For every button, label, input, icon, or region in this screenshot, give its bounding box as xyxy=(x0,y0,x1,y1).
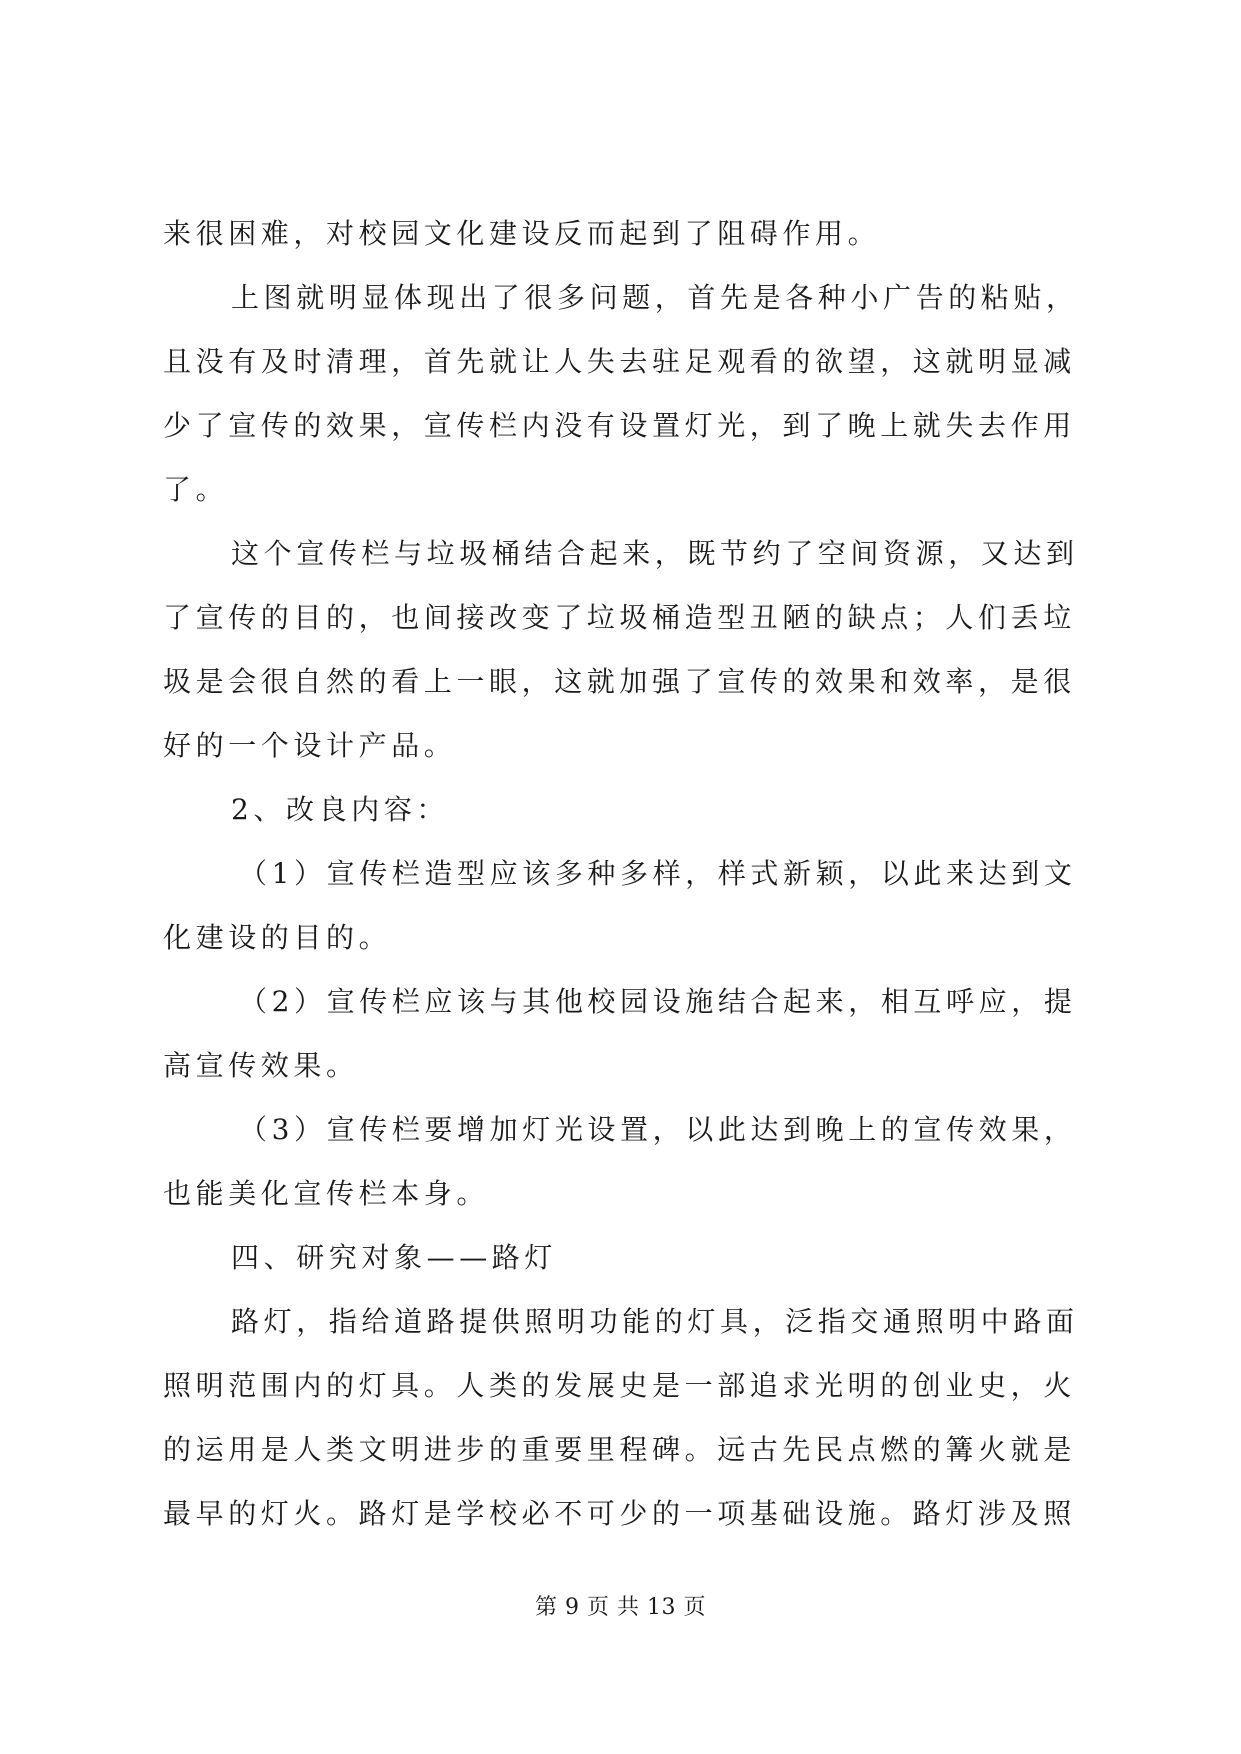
text-line: 化建设的目的。 xyxy=(163,921,392,954)
paragraph-start: 上图就明显体现出了很多问题，首先是各种小广告的粘贴， xyxy=(231,281,1079,314)
paragraph-start: 这个宣传栏与垃圾桶结合起来，既节约了空间资源，又达到 xyxy=(231,537,1079,570)
text-line: 来很困难，对校园文化建设反而起到了阻碍作用。 xyxy=(163,217,881,250)
text-line: 也能美化宣传栏本身。 xyxy=(163,1177,490,1210)
text-line: 高宣传效果。 xyxy=(163,1049,359,1082)
section-heading: 2、改良内容： xyxy=(231,793,450,826)
section-heading: 四、研究对象——路灯 xyxy=(231,1241,558,1274)
text-line: 少了宣传的效果，宣传栏内没有设置灯光，到了晚上就失去作用 xyxy=(163,409,1076,442)
text-line: 好的一个设计产品。 xyxy=(163,729,457,762)
list-item: （2）宣传栏应该与其他校园设施结合起来，相互呼应，提 xyxy=(239,985,1077,1018)
page-number-footer: 第 9 页 共 13 页 xyxy=(535,1595,706,1620)
text-line: 了宣传的目的，也间接改变了垃圾桶造型丑陋的缺点；人们丢垃 xyxy=(163,601,1076,634)
list-item: （1）宣传栏造型应该多种多样，样式新颖，以此来达到文 xyxy=(239,857,1077,890)
paragraph-start: 路灯，指给道路提供照明功能的灯具，泛指交通照明中路面 xyxy=(231,1305,1079,1338)
text-line: 最早的灯火。路灯是学校必不可少的一项基础设施。路灯涉及照 xyxy=(163,1497,1076,1530)
text-line: 的运用是人类文明进步的重要里程碑。远古先民点燃的篝火就是 xyxy=(163,1433,1076,1466)
text-line: 且没有及时清理，首先就让人失去驻足观看的欲望，这就明显减 xyxy=(163,345,1076,378)
document-body xyxy=(163,202,1083,1546)
text-line: 了。 xyxy=(163,473,229,506)
list-item: （3）宣传栏要增加灯光设置，以此达到晚上的宣传效果， xyxy=(239,1113,1077,1146)
text-line: 圾是会很自然的看上一眼，这就加强了宣传的效果和效率，是很 xyxy=(163,665,1076,698)
text-line: 照明范围内的灯具。人类的发展史是一部追求光明的创业史，火 xyxy=(163,1369,1076,1402)
